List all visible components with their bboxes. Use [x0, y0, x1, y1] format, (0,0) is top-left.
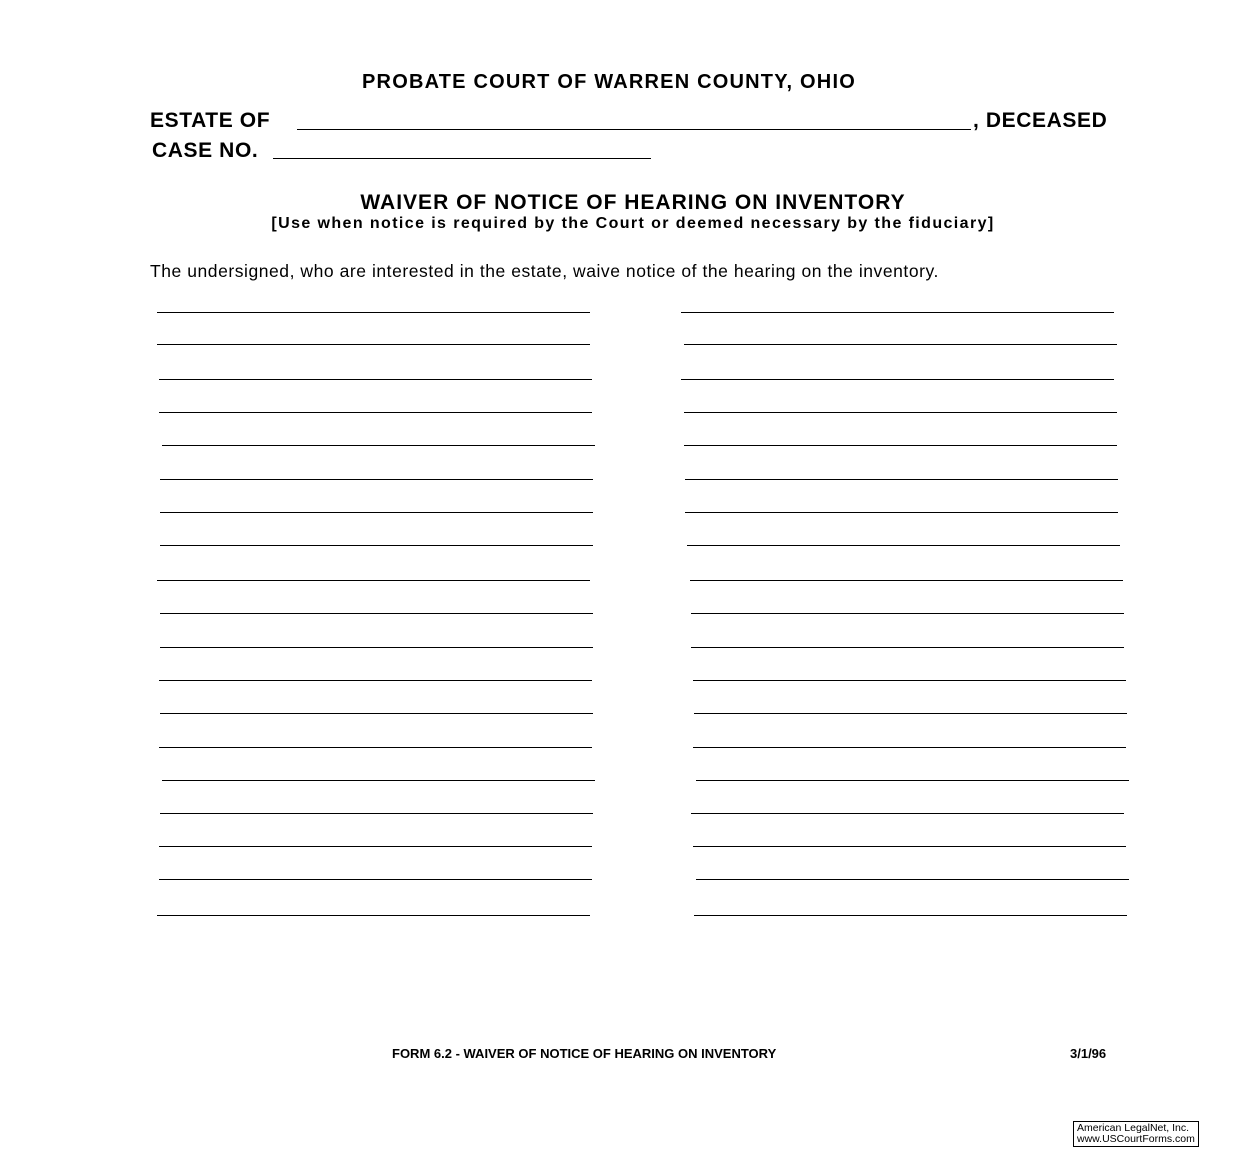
signature-line-right[interactable]: [691, 647, 1124, 648]
estate-name-field[interactable]: [297, 129, 971, 130]
signature-line-right[interactable]: [685, 479, 1118, 480]
signature-line-left[interactable]: [159, 846, 592, 847]
signature-line-left[interactable]: [159, 379, 592, 380]
signature-line-right[interactable]: [691, 613, 1124, 614]
signature-line-left[interactable]: [159, 879, 592, 880]
footer-form-name: FORM 6.2 - WAIVER OF NOTICE OF HEARING ON INVENTORY: [392, 1046, 777, 1061]
deceased-label: , DECEASED: [973, 109, 1108, 132]
signature-line-right[interactable]: [681, 312, 1114, 313]
signature-line-right[interactable]: [693, 747, 1126, 748]
signature-line-right[interactable]: [684, 344, 1117, 345]
signature-line-left[interactable]: [159, 680, 592, 681]
signature-line-right[interactable]: [687, 545, 1120, 546]
stamp-line-1: American LegalNet, Inc.: [1077, 1122, 1190, 1134]
signature-line-right[interactable]: [694, 713, 1127, 714]
publisher-stamp: [1073, 1121, 1199, 1147]
signature-line-left[interactable]: [160, 479, 593, 480]
signature-line-right[interactable]: [691, 813, 1124, 814]
estate-label: ESTATE OF: [150, 109, 271, 132]
signature-line-left[interactable]: [159, 747, 592, 748]
stamp-line-2: www.USCourtForms.com: [1077, 1133, 1195, 1145]
signature-line-left[interactable]: [157, 312, 590, 313]
footer-date: 3/1/96: [1070, 1046, 1107, 1061]
signature-line-right[interactable]: [684, 412, 1117, 413]
signature-line-left[interactable]: [160, 545, 593, 546]
signature-line-right[interactable]: [684, 445, 1117, 446]
signature-line-left[interactable]: [160, 713, 593, 714]
signature-line-left[interactable]: [157, 580, 590, 581]
signature-line-left[interactable]: [160, 512, 593, 513]
signature-line-right[interactable]: [696, 780, 1129, 781]
signature-line-left[interactable]: [162, 445, 595, 446]
signature-line-left[interactable]: [157, 344, 590, 345]
case-number-field[interactable]: [273, 158, 651, 159]
signature-line-right[interactable]: [690, 580, 1123, 581]
signature-line-right[interactable]: [694, 915, 1127, 916]
signature-line-right[interactable]: [681, 379, 1114, 380]
signature-line-left[interactable]: [159, 412, 592, 413]
form-title: WAIVER OF NOTICE OF HEARING ON INVENTORY: [360, 191, 906, 214]
court-name: PROBATE COURT OF WARREN COUNTY, OHIO: [362, 71, 856, 93]
signature-line-left[interactable]: [160, 813, 593, 814]
signature-line-left[interactable]: [160, 647, 593, 648]
form-subtitle: [Use when notice is required by the Court or deemed necessary by the fiduciary]: [271, 215, 995, 232]
signature-line-left[interactable]: [160, 613, 593, 614]
signature-line-left[interactable]: [162, 780, 595, 781]
signature-line-right[interactable]: [685, 512, 1118, 513]
signature-line-right[interactable]: [696, 879, 1129, 880]
case-number-label: CASE NO.: [152, 139, 259, 162]
signature-line-left[interactable]: [157, 915, 590, 916]
signature-line-right[interactable]: [693, 680, 1126, 681]
signature-line-right[interactable]: [693, 846, 1126, 847]
waiver-statement: The undersigned, who are interested in the estate, waive notice of the hearing on the inventory.: [150, 261, 939, 281]
